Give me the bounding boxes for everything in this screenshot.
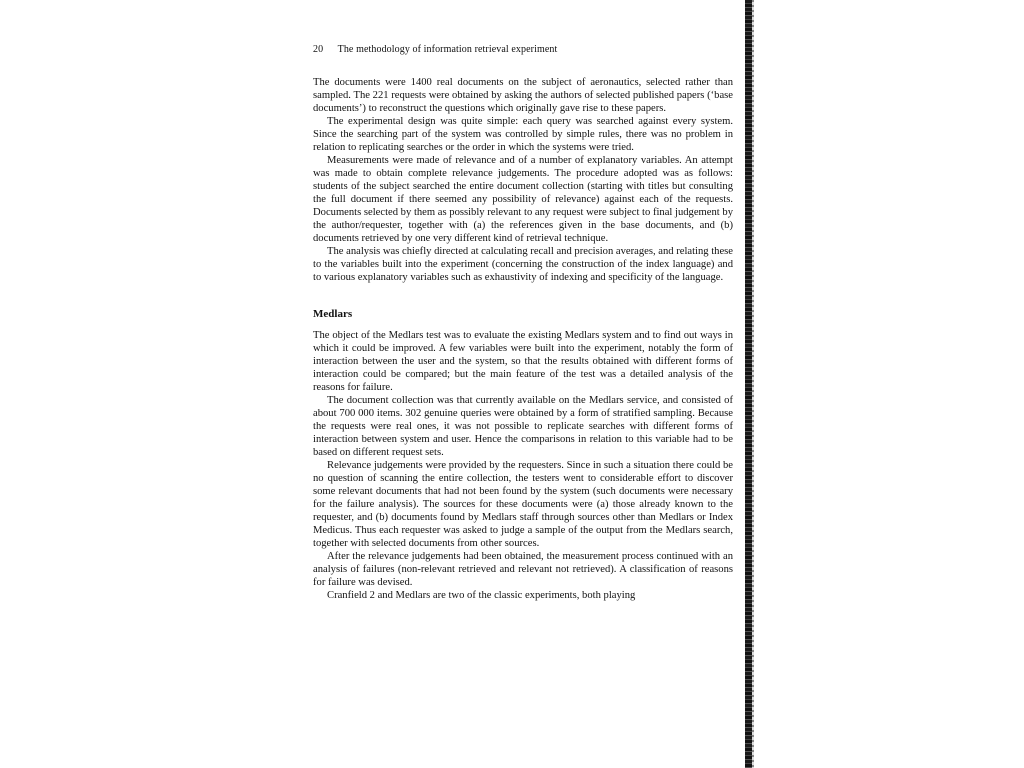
page-number: 20 xyxy=(313,44,324,55)
paragraph-medlars-object: The object of the Medlars test was to evaluate the existing Medlars system and to find out ways in which it could be improved. A few variables were built into the experiment, notably the form of interaction between the user and the system, so that the results obtained with different forms of interaction could be compared; but the main feature of the test was a detailed analysis of the reasons for failure. xyxy=(313,330,733,393)
running-title: The methodology of information retrieval experiment xyxy=(337,44,558,55)
book-page xyxy=(313,0,733,768)
scanned-page-edge xyxy=(745,0,752,768)
body-text xyxy=(313,76,733,602)
paragraph-documents: The documents were 1400 real documents on the subject of aeronautics, selected rather than sampled. The 221 requests were obtained by asking the authors of selected published papers (‘base documents’) to reconstruct the questions which originally gave rise to these papers. xyxy=(313,77,733,114)
scanned-page-edge-shadow xyxy=(752,0,754,768)
section-heading-medlars: Medlars xyxy=(313,308,353,320)
running-head xyxy=(313,44,557,55)
paragraph-medlars-cranfield: Cranfield 2 and Medlars are two of the classic experiments, both playing xyxy=(327,590,636,601)
paragraph-medlars-failures: After the relevance judgements had been obtained, the measurement process continued with an analysis of failures (non-relevant retrieved and relevant not retrieved). A classification of reasons for failure was devised. xyxy=(313,551,733,588)
paragraph-analysis: The analysis was chiefly directed at calculating recall and precision averages, and relating these to the variables built into the experiment (concerning the construction of the index language) and to various explanatory variables such as exhaustivity of indexing and specificity of the language. xyxy=(313,246,733,283)
paragraph-measurements: Measurements were made of relevance and of a number of explanatory variables. An attempt was made to obtain complete relevance judgements. The procedure adopted was as follows: students of the subject searched the entire document collection (starting with titles but consulting the full document if there seemed any possibility of relevance) against each of the requests. Documents selected by them as possibly relevant to any request were subject to final judgement by the author/requester, together with (a) the references given in the base documents, and (b) documents retrieved by one very different kind of retrieval technique. xyxy=(313,155,733,244)
paragraph-medlars-relevance: Relevance judgements were provided by the requesters. Since in such a situation there could be no question of scanning the entire collection, the testers went to considerable effort to discover some relevant documents that had not been found by the system (such documents were necessary for the failure analysis). The sources for these documents were (a) those already known to the requester, and (b) documents found by Medlars staff through sources other than Medlars or Index Medicus. Thus each requester was asked to judge a sample of the output from the Medlars search, together with selected documents from other sources. xyxy=(313,460,733,549)
paragraph-experimental-design: The experimental design was quite simple: each query was searched against every system. Since the searching part of the system was controlled by simple rules, there was no problem in relation to replicating searches or the order in which the systems were tried. xyxy=(313,116,733,153)
paragraph-medlars-collection: The document collection was that currently available on the Medlars service, and consisted of about 700 000 items. 302 genuine queries were obtained by a form of stratified sampling. Because the requests were real ones, it was not possible to replicate searches with different forms of interaction between system and user. Hence the comparisons in relation to this variable had to be based on different request sets. xyxy=(313,395,733,458)
